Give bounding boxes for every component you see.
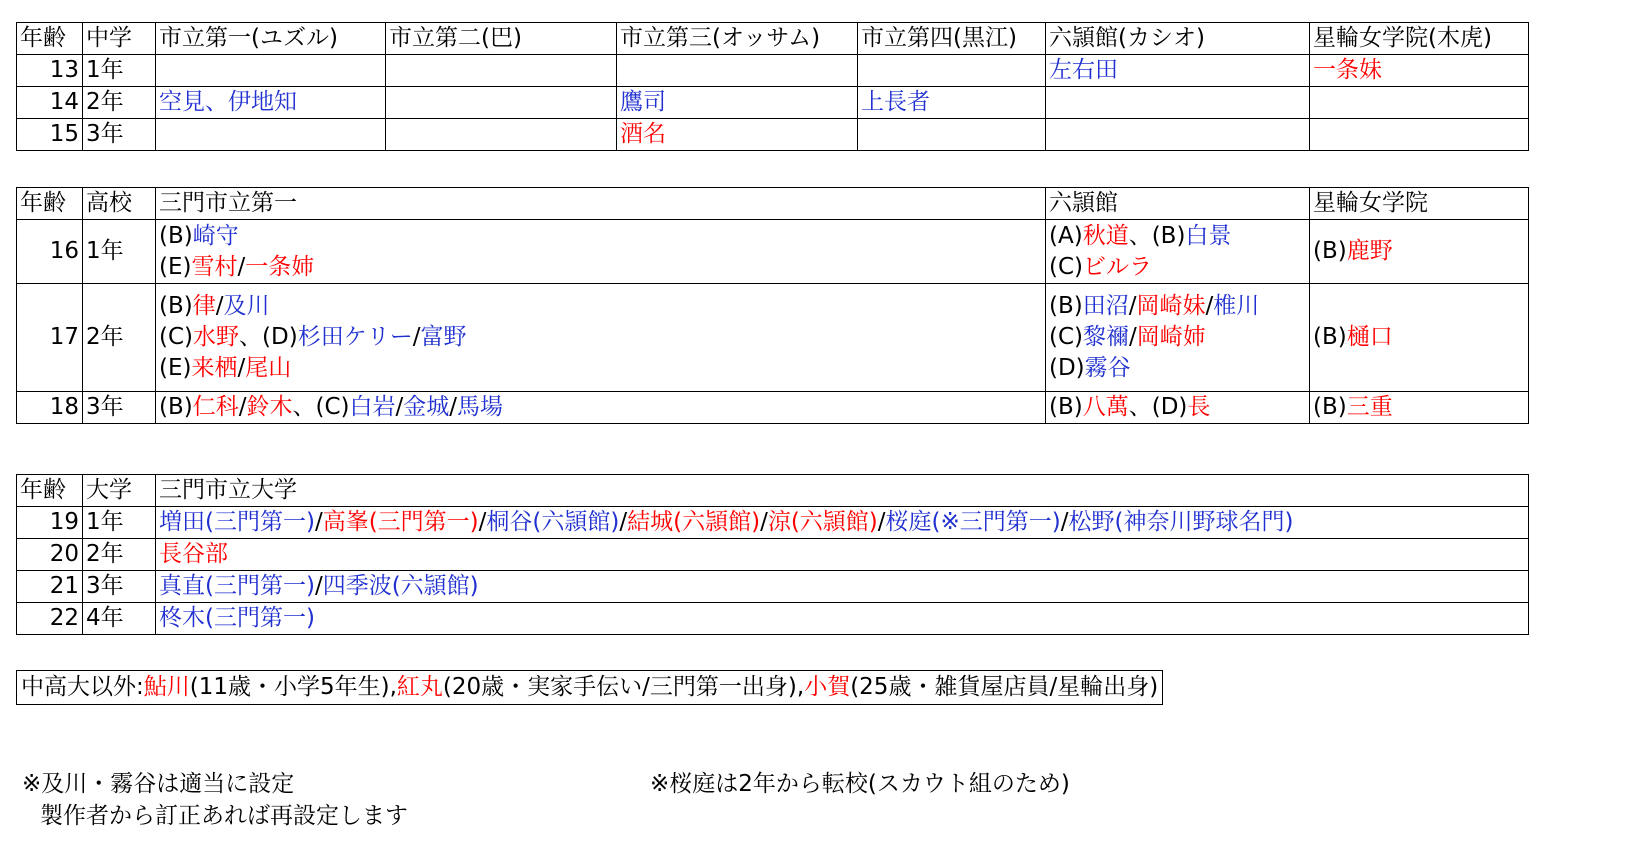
name-segment: 及川: [223, 293, 270, 319]
name-segment: /: [395, 394, 404, 420]
grade-cell: 1年: [83, 55, 156, 87]
student-cell: [617, 87, 858, 119]
age-cell: 19: [17, 507, 83, 539]
name-segment: 馬場: [457, 394, 503, 420]
name-segment: 富野: [420, 324, 467, 350]
grade-cell: 3年: [83, 392, 156, 424]
name-segment: 秋道: [1082, 222, 1129, 249]
name-segment: 涼(六頴館): [767, 509, 878, 535]
name-segment: /: [412, 324, 421, 350]
table-row: [17, 603, 1529, 635]
student-cell: [858, 119, 1046, 151]
name-segment: 杉田ケリー: [297, 324, 413, 350]
name-segment: /: [238, 394, 247, 420]
student-cell: [858, 87, 1046, 119]
name-segment: 金城: [403, 394, 450, 420]
name-segment: 紅丸: [396, 674, 443, 700]
name-segment: 、(D): [239, 324, 298, 350]
grade-cell: 1年: [83, 220, 156, 284]
cell-line: [159, 221, 1045, 252]
column-header: 高校: [83, 188, 156, 220]
header-row: [17, 23, 1529, 55]
name-segment: /: [478, 509, 487, 535]
name-segment: 鷹司: [620, 89, 666, 115]
name-segment: (B): [1049, 394, 1083, 420]
age-cell: 20: [17, 539, 83, 571]
column-header: 三門市立大学: [156, 475, 1529, 507]
student-cell: [858, 55, 1046, 87]
student-cell: [1046, 284, 1310, 392]
table-row: [17, 507, 1529, 539]
column-header: 年齢: [17, 23, 83, 55]
grade-cell: 2年: [83, 539, 156, 571]
name-segment: 椎川: [1213, 293, 1260, 319]
grade-cell: 1年: [83, 507, 156, 539]
grade-cell: 2年: [83, 284, 156, 392]
student-cell: [156, 539, 1529, 571]
name-segment: 岡崎姉: [1136, 324, 1206, 350]
cell-line: [1049, 221, 1309, 252]
name-segment: 八萬: [1082, 394, 1129, 420]
high-school-table: [16, 187, 1529, 424]
student-cell: [1046, 87, 1310, 119]
age-cell: 16: [17, 220, 83, 284]
student-cell: [1310, 87, 1529, 119]
name-segment: 尾山: [245, 355, 292, 381]
student-cell: [1310, 119, 1529, 151]
student-cell: [1310, 55, 1529, 87]
table-row: [17, 539, 1529, 571]
footnote-oikawa-kiritani: ※及川・霧谷は適当に設定: [22, 771, 295, 797]
table-row: [17, 571, 1529, 603]
column-header: 年齢: [17, 475, 83, 507]
student-cell: [156, 55, 386, 87]
table-row: [17, 284, 1529, 392]
name-segment: ビルラ: [1083, 253, 1153, 280]
column-header: 大学: [83, 475, 156, 507]
age-cell: 15: [17, 119, 83, 151]
name-segment: (B): [159, 293, 193, 319]
name-segment: 鈴木: [246, 394, 293, 420]
table-row: [17, 55, 1529, 87]
student-cell: [156, 507, 1529, 539]
student-cell: [156, 571, 1529, 603]
name-segment: 一条妹: [1313, 57, 1382, 83]
name-segment: 桜庭(※三門第一): [885, 509, 1061, 535]
column-header: 市立第一(ユズル): [156, 23, 386, 55]
grade-cell: 4年: [83, 603, 156, 635]
column-header: 三門市立第一: [156, 188, 1046, 220]
column-header: 市立第三(オッサム): [617, 23, 858, 55]
name-segment: 黎禰: [1083, 324, 1130, 350]
name-segment: (D): [1049, 355, 1085, 381]
name-segment: /: [237, 355, 246, 381]
column-header: 市立第四(黒江): [858, 23, 1046, 55]
cell-line: [159, 252, 1045, 283]
name-segment: 、(B): [1128, 222, 1186, 249]
grade-cell: 3年: [83, 571, 156, 603]
university-table: [16, 474, 1529, 635]
name-segment: 上長者: [861, 89, 930, 115]
cell-line: [1049, 322, 1309, 353]
name-segment: (B): [1313, 394, 1347, 420]
name-segment: /: [237, 253, 246, 280]
name-segment: 長: [1187, 394, 1211, 420]
column-header: 市立第二(巴): [386, 23, 617, 55]
name-segment: 長谷部: [159, 541, 228, 567]
name-segment: 白景: [1185, 222, 1232, 249]
column-header: 六頴館: [1046, 188, 1310, 220]
name-segment: 鹿野: [1346, 238, 1393, 264]
name-segment: /: [877, 509, 886, 535]
student-cell: [1310, 392, 1529, 424]
name-segment: (E): [159, 355, 192, 381]
name-segment: 桐谷(六頴館): [486, 509, 620, 535]
name-segment: 松野(神奈川野球名門): [1068, 509, 1294, 535]
student-cell: [1310, 284, 1529, 392]
name-segment: 律: [192, 293, 216, 319]
footnote-sakuraba: ※桜庭は2年から転校(スカウト組のため): [650, 771, 1070, 797]
age-cell: 13: [17, 55, 83, 87]
age-cell: 21: [17, 571, 83, 603]
cell-line: [1049, 353, 1309, 384]
header-row: [17, 475, 1529, 507]
name-segment: /: [1060, 509, 1069, 535]
cell-line: [1049, 392, 1309, 423]
age-cell: 14: [17, 87, 83, 119]
student-cell: [617, 55, 858, 87]
name-segment: /: [449, 394, 457, 420]
name-segment: 一条姉: [245, 253, 315, 280]
column-header: 年齢: [17, 188, 83, 220]
name-segment: 柊木(三門第一): [159, 605, 315, 631]
student-cell: [386, 119, 617, 151]
name-segment: 、(D): [1128, 394, 1188, 420]
student-cell: [617, 119, 858, 151]
cell-line: [1313, 392, 1528, 423]
cell-line: [1049, 291, 1309, 322]
name-segment: 酒名: [620, 121, 666, 147]
name-segment: 樋口: [1346, 324, 1393, 350]
name-segment: (B): [1313, 324, 1347, 350]
column-header: 六頴館(カシオ): [1046, 23, 1310, 55]
cell-line: [159, 291, 1045, 322]
name-segment: 高峯(三門第一): [322, 509, 479, 535]
student-cell: [156, 392, 1046, 424]
name-segment: 霧谷: [1084, 355, 1131, 381]
cell-line: [159, 353, 1045, 384]
column-header: 星輪女学院(木虎): [1310, 23, 1529, 55]
student-cell: [156, 87, 386, 119]
name-segment: 結城(六頴館): [627, 509, 761, 535]
name-segment: 白岩: [349, 394, 396, 420]
name-segment: 田沼: [1082, 293, 1129, 319]
name-segment: 岡崎妹: [1136, 293, 1206, 319]
column-header: 中学: [83, 23, 156, 55]
name-segment: 三重: [1346, 394, 1393, 420]
name-segment: (B): [159, 222, 193, 249]
name-segment: /: [314, 573, 323, 599]
middle-school-table: [16, 22, 1529, 151]
student-cell: [386, 87, 617, 119]
student-cell: [386, 55, 617, 87]
table-row: [17, 87, 1529, 119]
name-segment: (A): [1049, 222, 1083, 249]
student-cell: [156, 603, 1529, 635]
name-segment: 左右田: [1049, 57, 1118, 83]
age-cell: 22: [17, 603, 83, 635]
name-segment: 増田(三門第一): [159, 509, 315, 535]
table-row: [17, 220, 1529, 284]
name-segment: 来栖: [191, 355, 238, 381]
other-characters-note: [16, 670, 1163, 705]
name-segment: 中高大以外:: [21, 674, 144, 700]
header-row: [17, 188, 1529, 220]
name-segment: /: [1205, 293, 1214, 319]
name-segment: /: [1129, 324, 1137, 350]
table-row: [17, 119, 1529, 151]
name-segment: /: [1128, 293, 1137, 319]
age-cell: 18: [17, 392, 83, 424]
cell-line: [159, 322, 1045, 353]
name-segment: (B): [1049, 293, 1083, 319]
name-segment: (20歳・実家手伝い/三門第一出身),: [442, 674, 805, 700]
cell-line: [1049, 252, 1309, 283]
name-segment: (B): [159, 394, 193, 420]
column-header: 星輪女学院: [1310, 188, 1529, 220]
student-cell: [1310, 220, 1529, 284]
name-segment: (E): [159, 253, 192, 280]
name-segment: (11歳・小学5年生),: [189, 674, 397, 700]
student-cell: [1046, 220, 1310, 284]
name-segment: 鮎川: [143, 674, 190, 700]
name-segment: 真直(三門第一): [159, 573, 315, 599]
name-segment: 仁科: [192, 394, 239, 420]
cell-line: [159, 392, 1045, 423]
student-cell: [156, 220, 1046, 284]
name-segment: 崎守: [192, 222, 239, 249]
name-segment: 小賀: [804, 674, 851, 700]
name-segment: (C): [159, 324, 194, 350]
student-cell: [156, 284, 1046, 392]
cell-line: [1313, 322, 1528, 353]
student-cell: [1046, 392, 1310, 424]
name-segment: 四季波(六頴館): [322, 573, 479, 599]
table-row: [17, 392, 1529, 424]
name-segment: /: [619, 509, 628, 535]
name-segment: (C): [1049, 324, 1084, 350]
student-cell: [1046, 55, 1310, 87]
name-segment: (C): [1049, 253, 1084, 280]
name-segment: 、(C): [292, 394, 350, 420]
grade-cell: 2年: [83, 87, 156, 119]
name-segment: /: [215, 293, 224, 319]
name-segment: 雪村: [191, 253, 238, 280]
name-segment: /: [314, 509, 323, 535]
grade-cell: 3年: [83, 119, 156, 151]
name-segment: 空見、伊地知: [159, 89, 297, 115]
name-segment: (25歳・雑貨屋店員/星輪出身): [850, 674, 1159, 700]
name-segment: 水野: [193, 324, 240, 350]
cell-line: [1313, 236, 1528, 267]
name-segment: (B): [1313, 238, 1347, 264]
name-segment: /: [760, 509, 768, 535]
age-cell: 17: [17, 284, 83, 392]
student-cell: [156, 119, 386, 151]
footnote-correction: 製作者から訂正あれば再設定します: [40, 803, 408, 829]
student-cell: [1046, 119, 1310, 151]
